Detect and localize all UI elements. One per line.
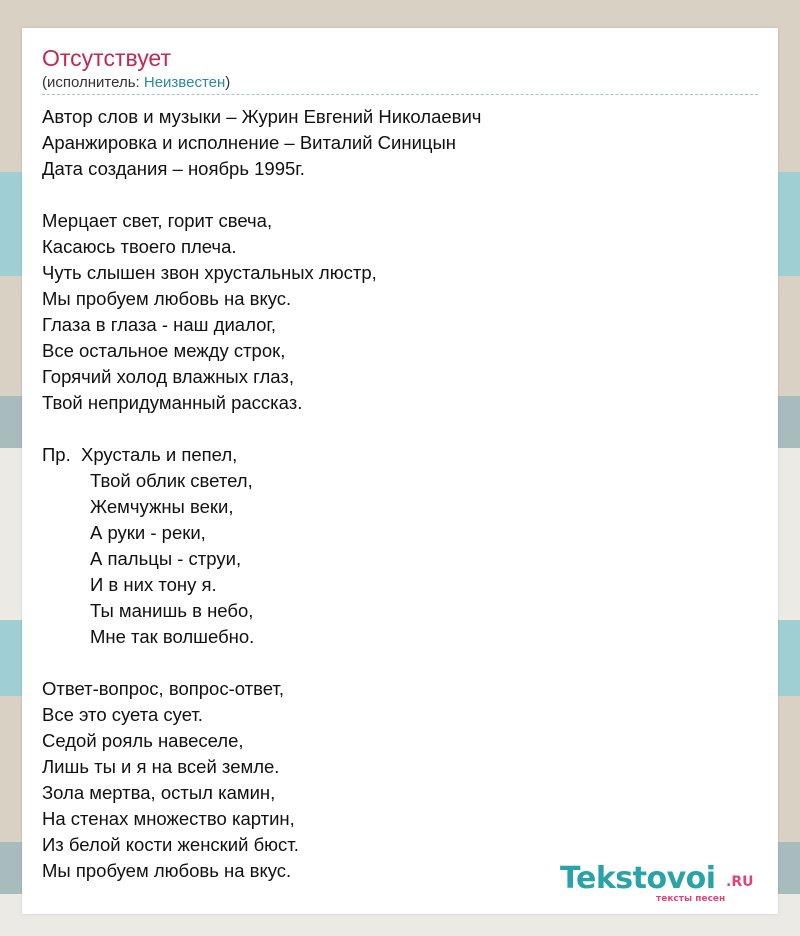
- lyrics-blank-line: [42, 182, 758, 208]
- lyrics-line: Мы пробуем любовь на вкус.: [42, 860, 292, 881]
- lyrics-line: Все это суета сует.: [42, 704, 203, 725]
- site-logo[interactable]: [560, 862, 770, 906]
- lyrics-line: Твой непридуманный рассказ.: [42, 392, 303, 413]
- chorus-line: Пр. Хрусталь и пепел,: [42, 444, 238, 465]
- artist-link[interactable]: Неизвестен: [143, 74, 226, 91]
- chorus-line: А руки - реки,: [90, 522, 206, 543]
- lyrics-line: На стенах множество картин,: [42, 808, 295, 829]
- lyrics-line: Горячий холод влажных глаз,: [42, 366, 294, 387]
- song-title: Отсутствует: [42, 45, 171, 71]
- lyrics-card: [22, 28, 778, 914]
- lyrics-line: Ответ-вопрос, вопрос-ответ,: [42, 678, 284, 699]
- title-divider: [42, 94, 758, 95]
- lyrics-line: Касаюсь твоего плеча.: [42, 236, 237, 257]
- chorus-line: Твой облик светел,: [90, 470, 253, 491]
- logo-domain: .RU: [726, 874, 754, 890]
- lyrics-blank-line: [42, 416, 758, 442]
- lyrics-line: Мерцает свет, горит свеча,: [42, 210, 273, 231]
- lyrics-line: Мы пробуем любовь на вкус.: [42, 288, 292, 309]
- lyrics-line: Чуть слышен звон хрустальных люстр,: [42, 262, 377, 283]
- lyrics-blank-line: [42, 650, 758, 676]
- chorus-line: И в них тону я.: [90, 574, 217, 595]
- logo-tagline: тексты песен: [656, 894, 726, 904]
- lyrics-line: Глаза в глаза - наш диалог,: [42, 314, 276, 335]
- chorus-line: Мне так волшебно.: [90, 626, 255, 647]
- lyrics-line: Автор слов и музыки – Журин Евгений Николаевич: [42, 106, 482, 127]
- lyrics-line: Из белой кости женский бюст.: [42, 834, 299, 855]
- lyrics-line: Зола мертва, остыл камин,: [42, 782, 276, 803]
- artist-prefix: (исполнитель:: [42, 74, 144, 91]
- lyrics-line: Все остальное между строк,: [42, 340, 286, 361]
- chorus-line: Ты манишь в небо,: [90, 600, 254, 621]
- chorus-line: Жемчужны веки,: [90, 496, 234, 517]
- artist-suffix: ): [225, 74, 231, 91]
- lyrics-text: [42, 104, 758, 884]
- chorus-line: А пальцы - струи,: [90, 548, 242, 569]
- logo-wordmark: Tekstovoi: [560, 861, 716, 896]
- lyrics-line: Лишь ты и я на всей земле.: [42, 756, 280, 777]
- lyrics-line: Аранжировка и исполнение – Виталий Синицын: [42, 132, 457, 153]
- artist-line: [42, 74, 230, 92]
- lyrics-line: Дата создания – ноябрь 1995г.: [42, 158, 305, 179]
- lyrics-line: Седой рояль навеселе,: [42, 730, 244, 751]
